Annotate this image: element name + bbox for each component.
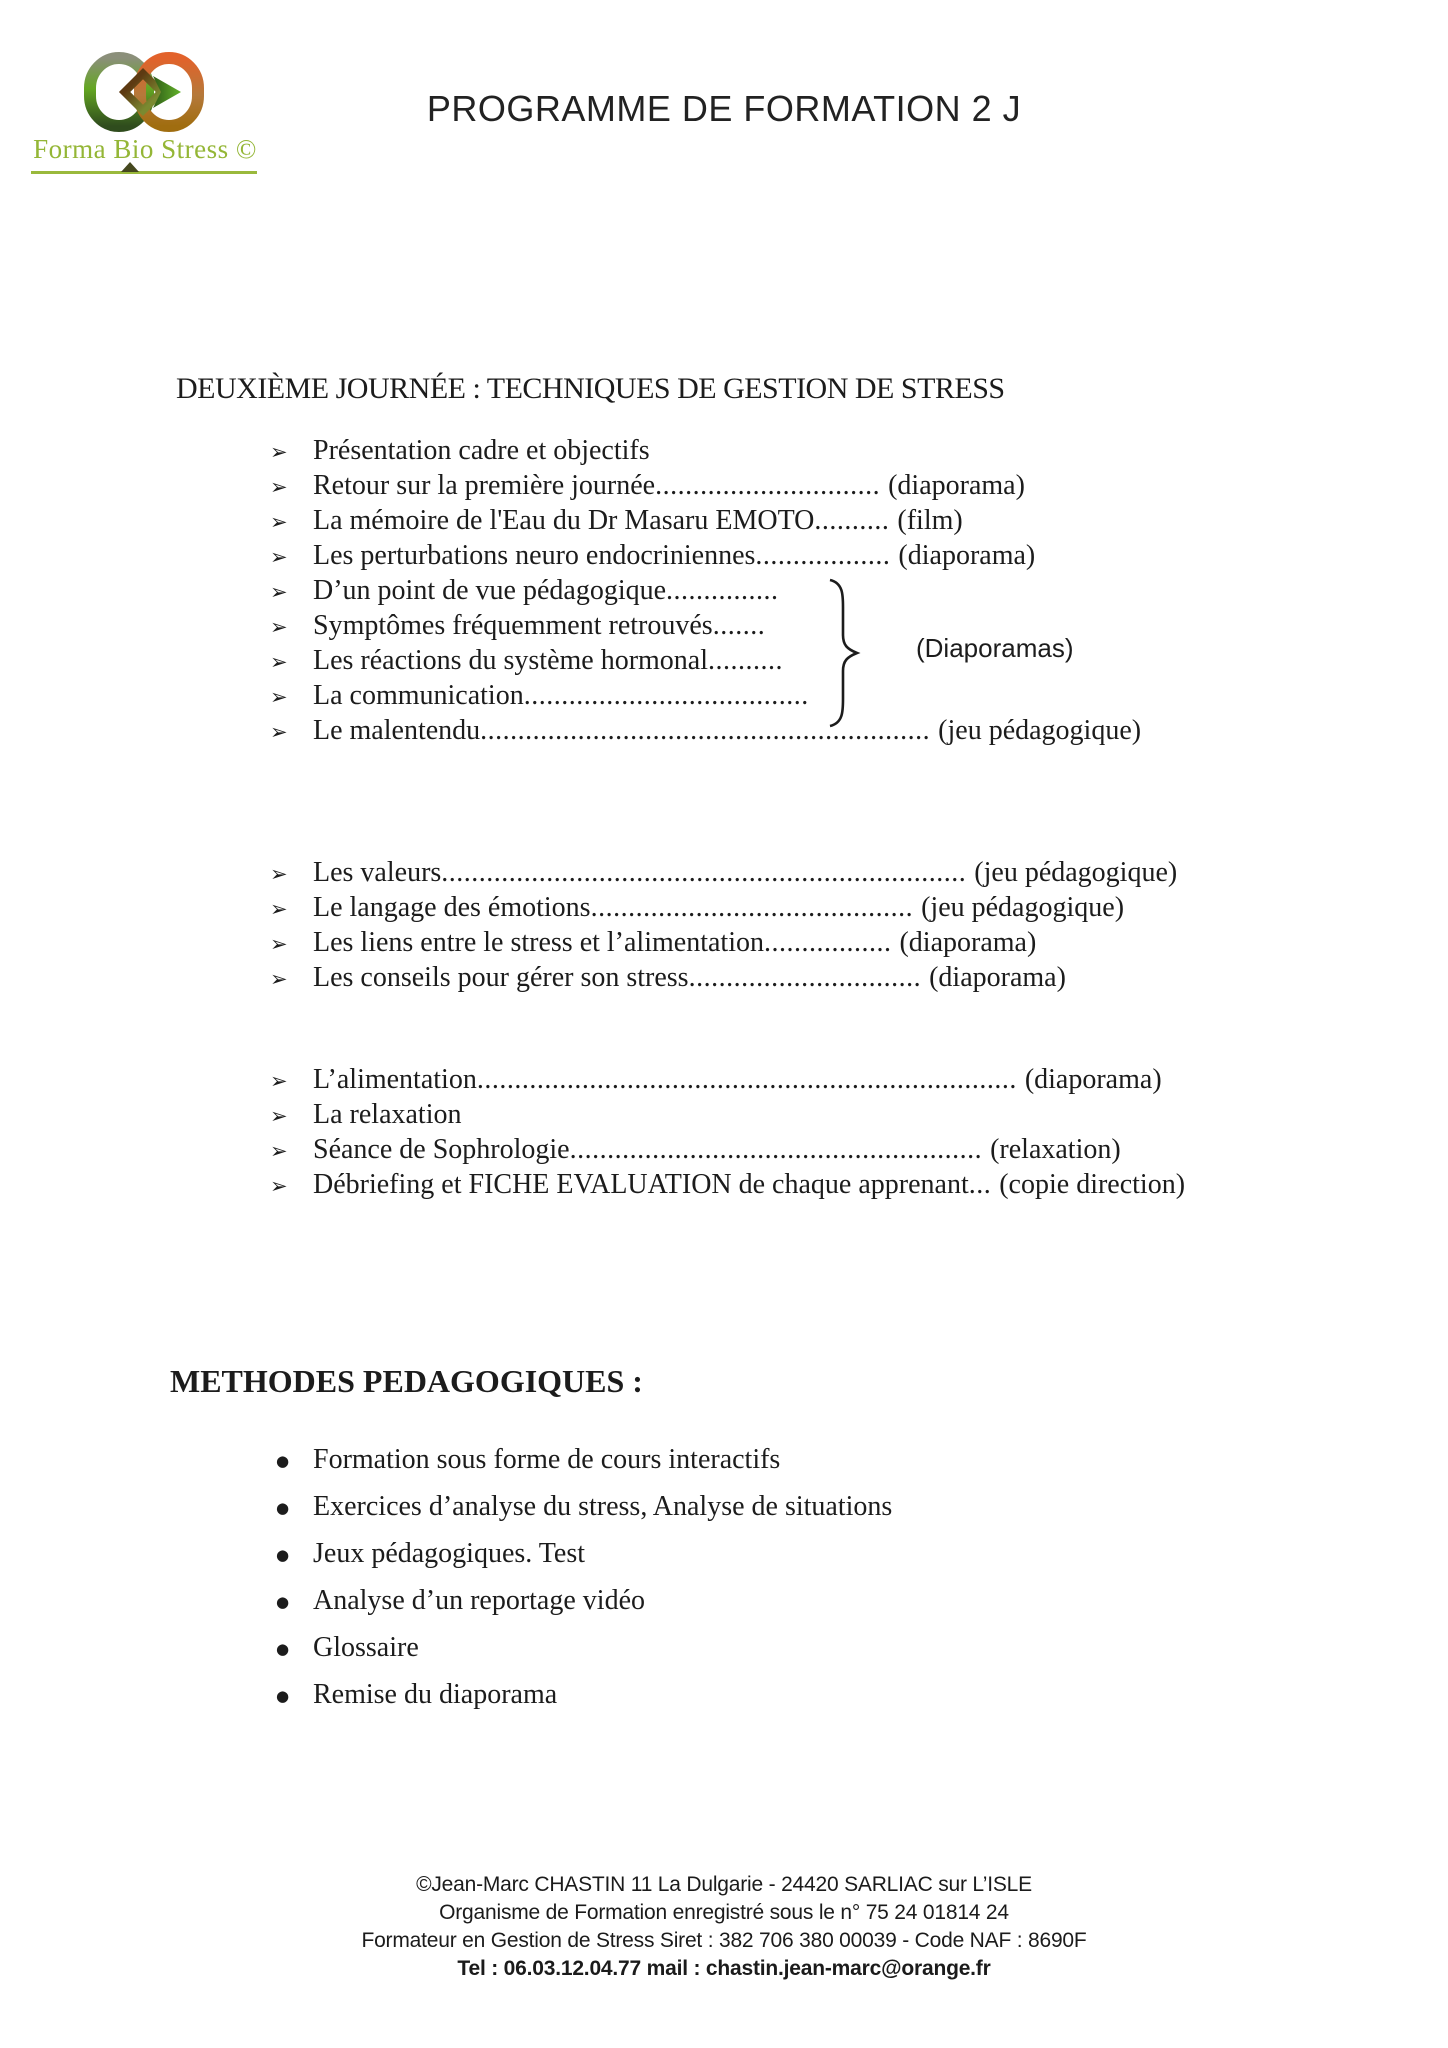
list-item (270, 856, 1177, 891)
dot-bullet-icon: ● (276, 1640, 290, 1658)
list-item-text: Les réactions du système hormonal.......... (313, 645, 784, 676)
arrow-bullet-icon: ➢ (270, 510, 288, 534)
list-item (270, 504, 1141, 539)
list-item-text: Séance de Sophrologie....................................................... (relaxation) (313, 1134, 1121, 1165)
list-item-text: Organisme de Formation enregistré sous le n° 75 24 01814 24 (439, 1901, 1009, 1924)
day2-list-1 (270, 434, 1141, 749)
day2-list-2 (270, 856, 1177, 996)
list-item-text: Les conseils pour gérer son stress............................... (diaporama) (313, 962, 1066, 993)
arrow-bullet-icon: ➢ (270, 650, 288, 674)
list-item-text: Débriefing et FICHE EVALUATION de chaque apprenant... (copie direction) (313, 1169, 1186, 1200)
arrow-bullet-icon: ➢ (270, 615, 288, 639)
arrow-bullet-icon: ➢ (270, 545, 288, 569)
list-item (270, 714, 1141, 749)
arrow-bullet-icon: ➢ (270, 932, 288, 956)
page-title: PROGRAMME DE FORMATION 2 J (426, 88, 1022, 129)
brand-name: Forma Bio Stress © (33, 134, 257, 164)
list-item (270, 1578, 892, 1625)
list-item (270, 434, 1141, 469)
arrow-bullet-icon: ➢ (270, 897, 288, 921)
list-item-text: Retour sur la première journée.............................. (diaporama) (313, 470, 1025, 501)
list-item-text: Glossaire (313, 1632, 419, 1663)
list-item (270, 1168, 1185, 1203)
list-item (0, 1871, 1448, 1899)
arrow-bullet-icon: ➢ (270, 862, 288, 886)
arrow-bullet-icon: ➢ (270, 1174, 288, 1198)
footer-contact-line: Tel : 06.03.12.04.77 mail : chastin.jean-marc@orange.fr (457, 1957, 991, 1980)
list-item (270, 1484, 892, 1531)
list-item-text: Jeux pédagogiques. Test (313, 1538, 586, 1569)
list-item-text: La mémoire de l'Eau du Dr Masaru EMOTO.......... (film) (313, 505, 963, 536)
brand-triangle-icon (121, 162, 139, 172)
list-item-text: La communication...................................... (313, 680, 809, 711)
arrow-bullet-icon: ➢ (270, 967, 288, 991)
list-item-text: Les perturbations neuro endocriniennes.................. (diaporama) (313, 540, 1036, 571)
arrow-bullet-icon: ➢ (270, 685, 288, 709)
list-item (270, 1437, 892, 1484)
list-item (270, 1625, 892, 1672)
dot-bullet-icon: ● (276, 1687, 290, 1705)
list-item-text: Exercices d’analyse du stress, Analyse de situations (313, 1491, 893, 1522)
arrow-bullet-icon: ➢ (270, 1139, 288, 1163)
list-item (270, 1133, 1185, 1168)
list-item (270, 679, 1141, 714)
section-heading-day2: DEUXIÈME JOURNÉE : TECHNIQUES DE GESTION DE STRESS (176, 372, 1005, 405)
list-item-text: Les valeurs...................................................................... (jeu pédagogique) (313, 857, 1178, 888)
dot-bullet-icon: ● (276, 1499, 290, 1517)
list-item (0, 1899, 1448, 1927)
section-heading-methods: METHODES PEDAGOGIQUES : (170, 1363, 643, 1399)
list-item-text: La relaxation (313, 1099, 462, 1130)
list-item (0, 1927, 1448, 1955)
list-item (270, 1531, 892, 1578)
arrow-bullet-icon: ➢ (270, 1104, 288, 1128)
arrow-bullet-icon: ➢ (270, 440, 288, 464)
list-item-text: Le malentendu............................................................ (jeu pédagogique) (313, 715, 1142, 746)
list-item (270, 469, 1141, 504)
dot-bullet-icon: ● (276, 1452, 290, 1470)
arrow-bullet-icon: ➢ (270, 720, 288, 744)
list-item-text: Présentation cadre et objectifs (313, 435, 650, 466)
list-item-text: Formation sous forme de cours interactifs (313, 1444, 781, 1475)
list-item-text: Formateur en Gestion de Stress Siret : 382 706 380 00039 - Code NAF : 8690F (361, 1929, 1087, 1952)
list-item-text: D’un point de vue pédagogique............... (313, 575, 779, 606)
list-item (270, 1672, 892, 1719)
list-item-text: Symptômes fréquemment retrouvés....... (313, 610, 766, 641)
list-item (270, 1063, 1185, 1098)
arrow-bullet-icon: ➢ (270, 580, 288, 604)
day2-list-3 (270, 1063, 1185, 1203)
list-item (270, 926, 1177, 961)
arrow-bullet-icon: ➢ (270, 475, 288, 499)
list-item-text: L’alimentation........................................................................ (diaporama) (313, 1064, 1162, 1095)
list-item (270, 539, 1141, 574)
dot-bullet-icon: ● (276, 1593, 290, 1611)
dot-bullet-icon: ● (276, 1546, 290, 1564)
brace-label: (Diaporamas) (916, 633, 1074, 663)
list-item (270, 961, 1177, 996)
list-item (270, 574, 1141, 609)
brand-underline (31, 171, 257, 174)
arrow-bullet-icon: ➢ (270, 1069, 288, 1093)
page-footer (0, 1871, 1448, 1983)
list-item-text: ©Jean-Marc CHASTIN 11 La Dulgarie - 24420 SARLIAC sur L’ISLE (416, 1873, 1032, 1896)
footer-lines (0, 1871, 1448, 1955)
list-item-text: Remise du diaporama (313, 1679, 558, 1710)
list-item-text: Le langage des émotions........................................... (jeu pédagogique) (313, 892, 1125, 923)
list-item (270, 891, 1177, 926)
grouping-brace (826, 577, 862, 734)
list-item-text: Les liens entre le stress et l’alimentation................. (diaporama) (313, 927, 1037, 958)
list-item-text: Analyse d’un reportage vidéo (313, 1585, 645, 1616)
list-item (270, 1098, 1185, 1133)
methods-list (270, 1437, 892, 1719)
